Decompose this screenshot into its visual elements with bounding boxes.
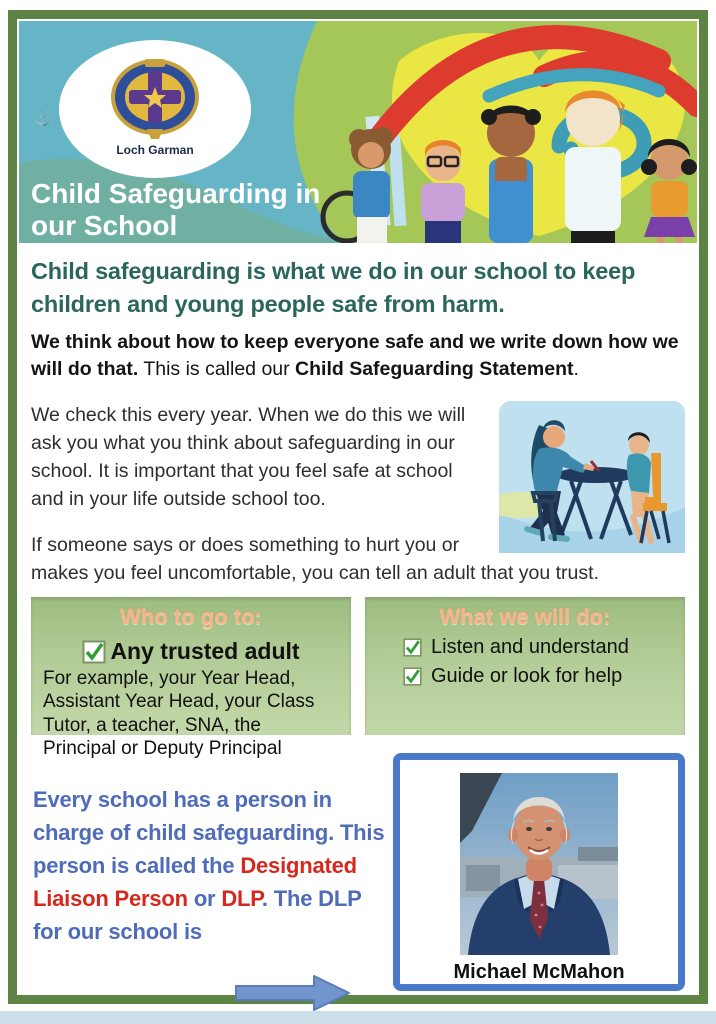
advice-boxes <box>31 597 685 760</box>
what-box-title: What we will do: <box>439 604 611 630</box>
dlp-red-abbr: DLP <box>221 886 262 912</box>
dlp-text-3: . The DLP for our school is <box>33 886 362 945</box>
dlp-text-2: or <box>187 886 222 912</box>
dlp-red-term: Designated Liaison Person <box>33 853 357 912</box>
header-banner <box>19 21 697 243</box>
body-section <box>31 401 685 587</box>
page-frame <box>8 10 708 1004</box>
dlp-name-caption: Michael McMahon <box>453 961 625 984</box>
who-to-go-to-box <box>31 597 351 760</box>
who-main-item <box>41 638 341 665</box>
dlp-paragraph <box>33 783 385 1021</box>
page-title-line1: Child Safeguarding in <box>31 178 321 209</box>
checkbox-icon <box>403 638 422 657</box>
checkbox-icon <box>82 640 106 664</box>
meeting-illustration <box>499 401 685 553</box>
dlp-photo-card <box>393 753 685 991</box>
who-detail-text: For example, your Year Head, Assistant Year Head, your Class Tutor, a teacher, SNA, the Principal or Deputy Principal <box>43 668 315 760</box>
what-item <box>403 636 675 659</box>
school-crest-logo <box>59 40 251 178</box>
header-illustration <box>19 21 697 243</box>
check-paragraph: We check this every year. When we do this we will ask you what you think about safeguarding in our school. It is important that you feel safe at school and in your life outside school too. <box>31 403 466 510</box>
what-item-label: Guide or look for help <box>431 665 623 688</box>
what-item-label: Listen and understand <box>431 636 629 659</box>
main-heading: Child safeguarding is what we do in our school to keep children and young people safe from harm. <box>31 258 636 317</box>
dlp-text-1: Every school has a person in charge of child safeguarding. This person is called the <box>33 787 385 879</box>
intro-bold-text: We think about how to keep everyone safe and we write down how we will do that. <box>31 330 679 380</box>
dlp-section <box>33 753 685 1021</box>
intro-normal-text: This is called our <box>138 357 296 380</box>
what-we-will-do-box <box>365 597 685 735</box>
intro-statement-bold: Child Safeguarding Statement <box>295 357 574 380</box>
intro-paragraph <box>31 329 685 383</box>
who-box-title: Who to go to: <box>120 604 262 630</box>
page-bottom-strip <box>0 1011 716 1024</box>
intro-period: . <box>573 357 579 380</box>
what-item <box>403 665 675 688</box>
who-main-item-label: Any trusted adult <box>110 638 300 665</box>
dlp-photo <box>460 773 618 955</box>
tell-paragraph: If someone says or does something to hurt you or makes you feel uncomfortable, you can tell an adult that you trust. <box>31 533 599 584</box>
checkbox-icon <box>403 667 422 686</box>
logo-label: Loch Garman <box>116 143 194 157</box>
anchor-icon: ⚓ <box>33 110 52 127</box>
page-title-line2: our School <box>31 210 178 241</box>
